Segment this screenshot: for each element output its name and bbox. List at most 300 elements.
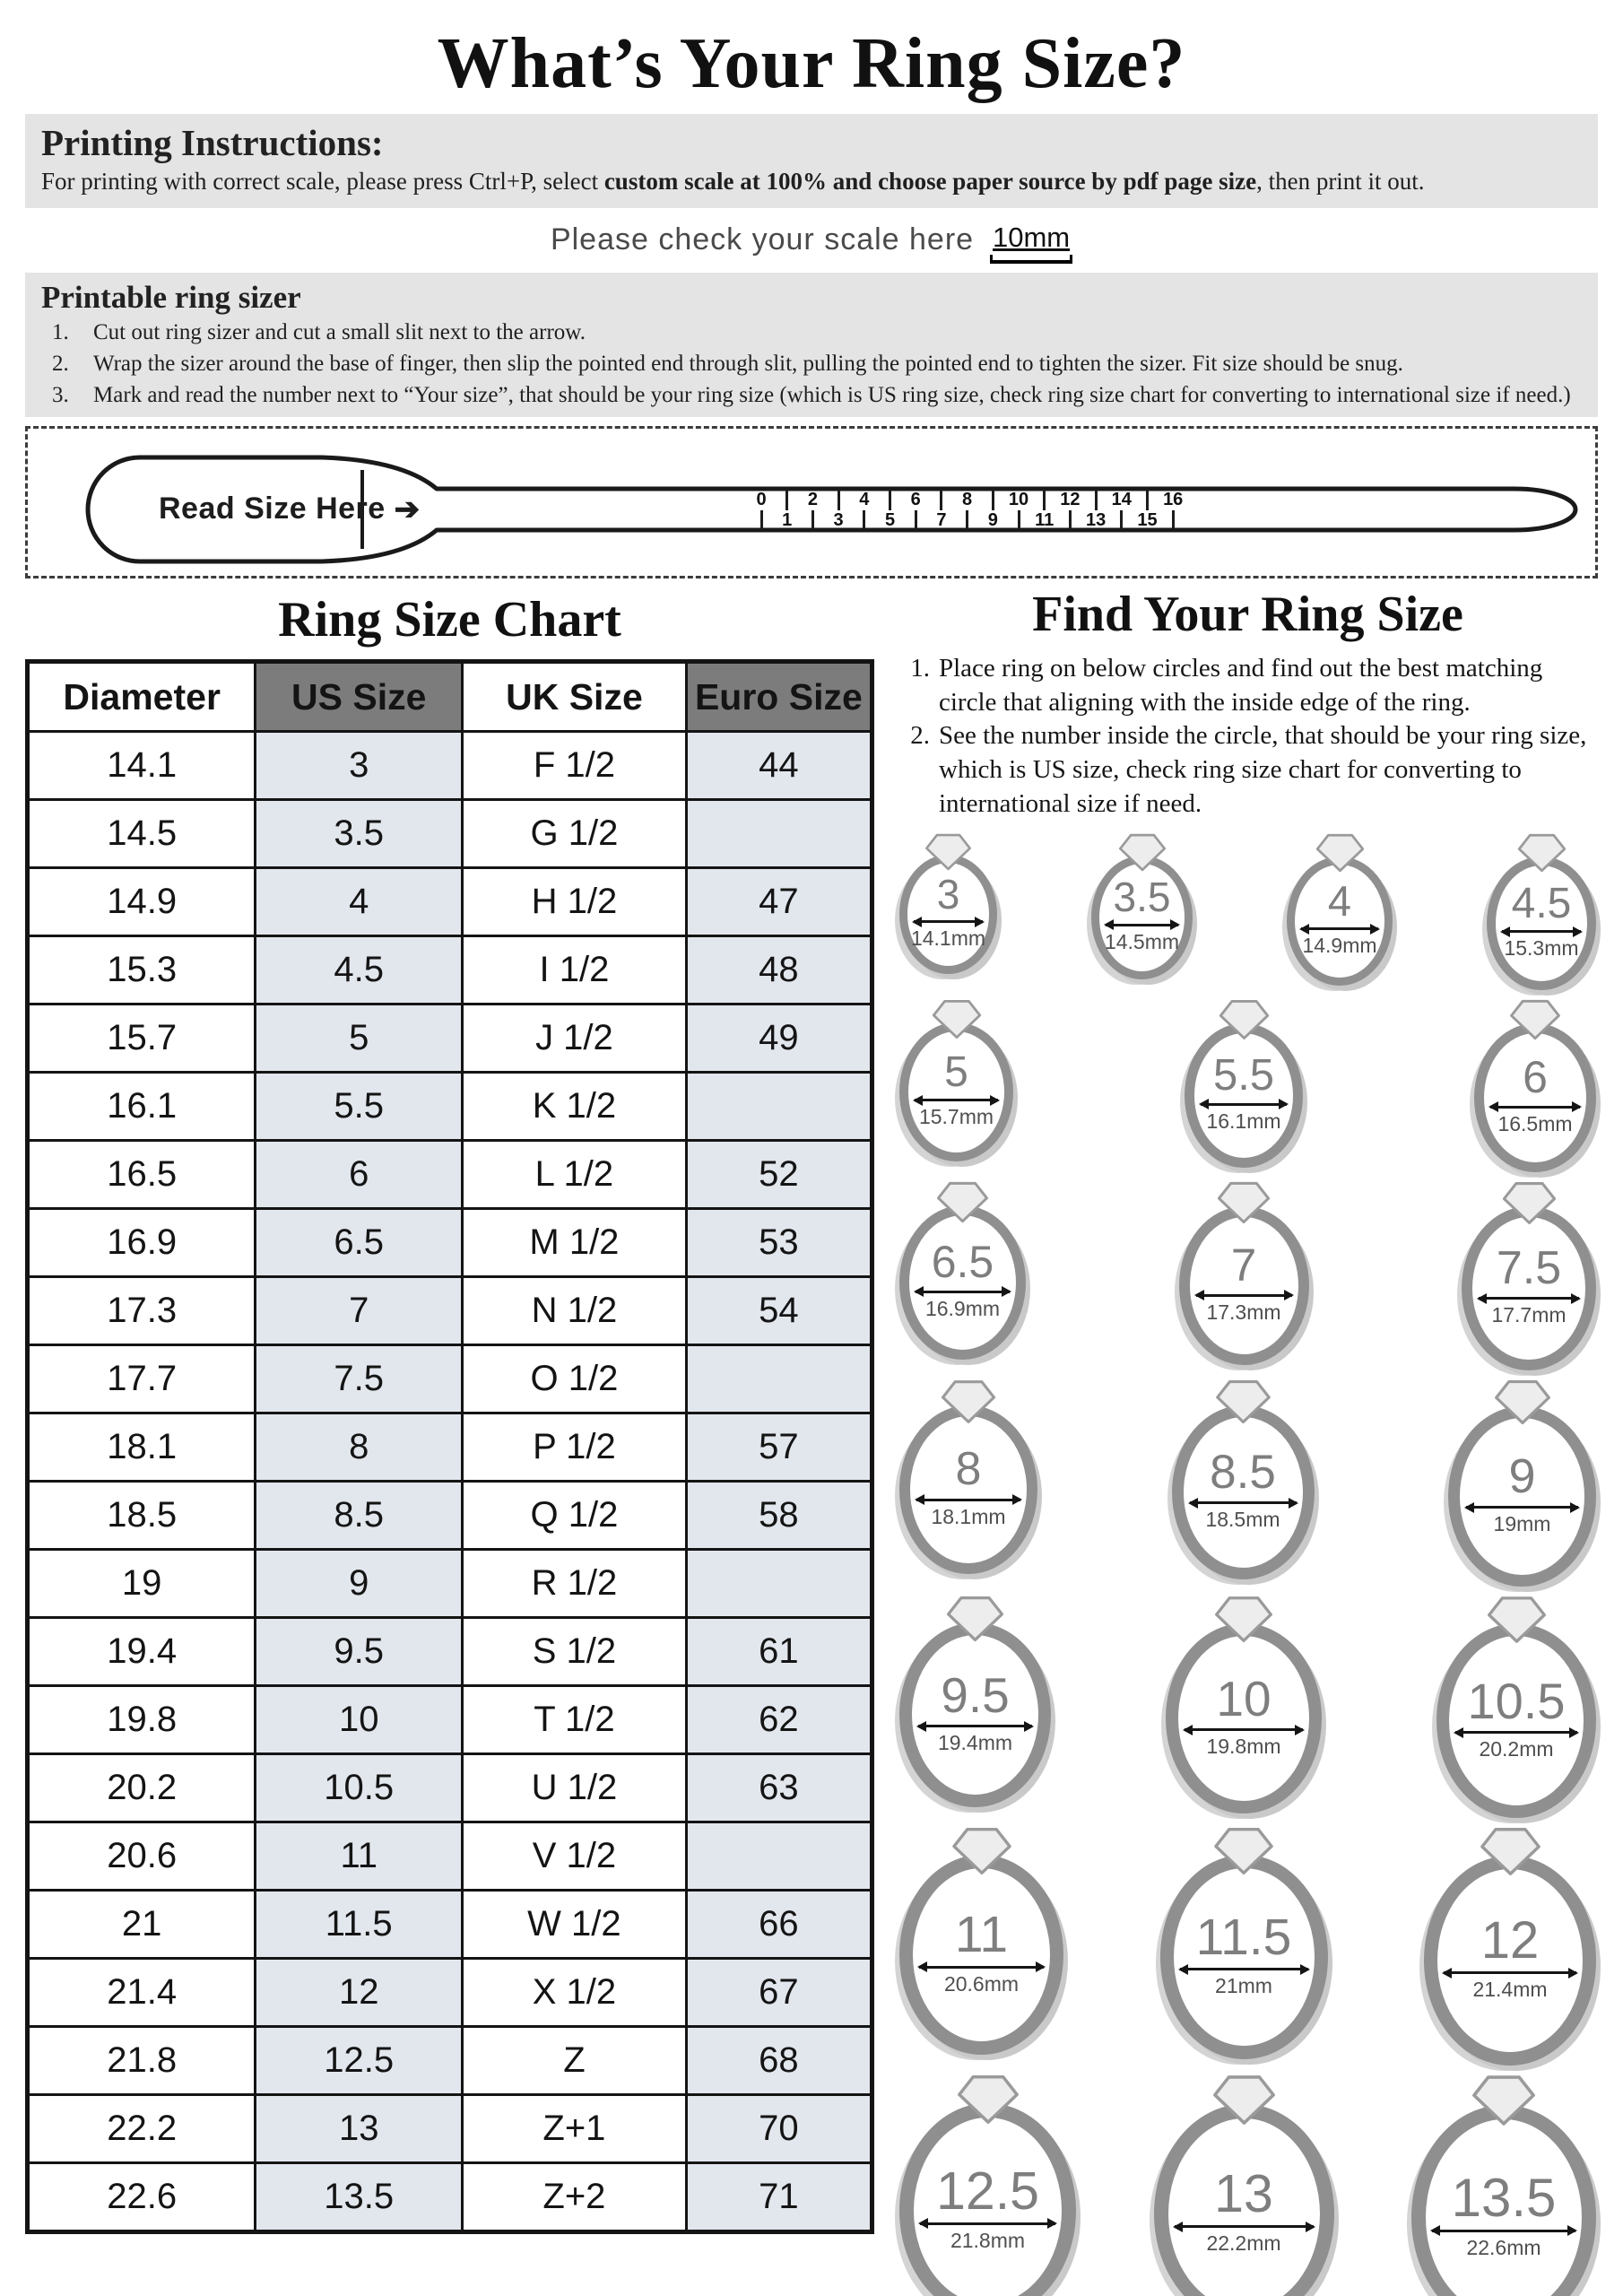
cell-uk-size: R 1/2 <box>463 1550 687 1618</box>
cell-euro-size: 61 <box>686 1618 872 1686</box>
table-header-row <box>28 662 872 732</box>
ring-size-number: 11 <box>954 1906 1009 1964</box>
ruler-tick <box>1120 510 1123 530</box>
ruler-number: 14 <box>1111 490 1132 509</box>
cell-us-size: 7 <box>256 1277 463 1345</box>
cell-diameter: 17.3 <box>28 1277 256 1345</box>
diameter-arrow <box>919 1966 1044 1969</box>
ring-size-number: 5.5 <box>1212 1051 1275 1100</box>
cell-diameter: 16.1 <box>28 1073 256 1141</box>
diamond-icon <box>1217 1181 1271 1224</box>
cell-us-size: 7.5 <box>256 1345 463 1413</box>
diameter-arrow <box>1301 927 1378 930</box>
ring-row <box>898 1379 1598 1587</box>
cell-diameter: 20.6 <box>28 1822 256 1891</box>
ring-size-number: 3 <box>936 870 960 918</box>
diameter-arrow <box>1180 1968 1308 1970</box>
cell-uk-size: T 1/2 <box>463 1686 687 1754</box>
column-header-diameter: Diameter <box>28 662 256 732</box>
diameter-label: 14.1mm <box>910 926 986 951</box>
cell-euro-size: 67 <box>686 1959 872 2027</box>
step-number: 1. <box>910 654 930 683</box>
cell-uk-size: Q 1/2 <box>463 1482 687 1550</box>
table-row <box>28 1209 872 1277</box>
ring-circle-us-4 <box>1287 833 1393 986</box>
cell-uk-size: L 1/2 <box>463 1141 687 1209</box>
ring-size-number: 10 <box>1216 1670 1271 1726</box>
cell-diameter: 21.8 <box>28 2027 256 2095</box>
ruler-tick <box>1069 510 1072 530</box>
diamond-icon <box>1494 1379 1551 1425</box>
diamond-icon <box>1315 833 1365 873</box>
ruler-tick <box>1043 489 1046 510</box>
ring-row <box>898 2074 1598 2296</box>
cell-euro-size: 68 <box>686 2027 872 2095</box>
cell-diameter: 21.4 <box>28 1959 256 2027</box>
diamond-icon <box>1213 1827 1274 1875</box>
ring-band <box>899 1622 1051 1807</box>
ring-size-number: 12 <box>1480 1911 1540 1970</box>
diamond-icon <box>1487 1596 1547 1644</box>
step-text: See the number inside the circle, that should be your ring size, which is US size, check ring size chart for converting to international size if need. <box>939 721 1587 818</box>
cell-uk-size: Z+1 <box>463 2095 687 2163</box>
cell-us-size: 13.5 <box>256 2163 463 2232</box>
ring-row <box>898 1827 1598 2066</box>
step-text: Mark and read the number next to “Your size”, that should be your ring size (which is US ring size, check ring size chart for converting to international size if need.) <box>93 383 1571 407</box>
cell-euro-size: 63 <box>686 1754 872 1822</box>
cell-diameter: 16.9 <box>28 1209 256 1277</box>
diamond-icon <box>1219 999 1270 1040</box>
ring-circle-us-9.5 <box>899 1596 1051 1807</box>
diameter-label: 18.5mm <box>1205 1508 1280 1532</box>
diameter-arrow <box>916 1291 1010 1293</box>
sizer-step-3 <box>41 380 1582 410</box>
ring-size-number: 7 <box>1230 1239 1257 1292</box>
ring-band <box>899 1205 1026 1360</box>
cell-euro-size: 44 <box>686 732 872 800</box>
step-number: 3. <box>52 383 69 407</box>
ring-circles-grid <box>898 833 1598 2296</box>
ring-circle-us-10 <box>1166 1596 1322 1813</box>
cell-uk-size: Z+2 <box>463 2163 687 2232</box>
cell-diameter: 20.2 <box>28 1754 256 1822</box>
diameter-arrow <box>1175 2225 1314 2228</box>
printable-sizer-heading: Printable ring sizer <box>41 280 301 315</box>
sizer-step-2 <box>41 349 1582 378</box>
ruler-number: 5 <box>884 510 896 530</box>
table-row <box>28 2163 872 2232</box>
cell-euro-size: 53 <box>686 1209 872 1277</box>
ruler-number: 8 <box>962 490 973 509</box>
read-size-text: Read Size Here <box>159 491 386 526</box>
diameter-label: 15.7mm <box>918 1105 994 1129</box>
diameter-arrow <box>916 1499 1020 1501</box>
ring-size-number: 10.5 <box>1467 1672 1566 1729</box>
cell-uk-size: W 1/2 <box>463 1891 687 1959</box>
ring-band <box>899 1405 1037 1574</box>
sizer-cutout-box <box>25 426 1598 578</box>
ring-band <box>1179 1206 1309 1365</box>
table-row <box>28 936 872 1004</box>
cell-euro-size: 48 <box>686 936 872 1004</box>
cell-euro-size <box>686 1550 872 1618</box>
diameter-label: 15.3mm <box>1504 936 1579 961</box>
ring-band <box>899 2103 1076 2296</box>
scale-check <box>0 222 1623 264</box>
printing-text-suffix: , then print it out. <box>1256 168 1425 195</box>
ring-size-number: 11.5 <box>1195 1908 1292 1966</box>
table-row <box>28 1413 872 1482</box>
cell-euro-size: 54 <box>686 1277 872 1345</box>
cell-uk-size: K 1/2 <box>463 1073 687 1141</box>
chart-title: Ring Size Chart <box>278 592 621 648</box>
ruler-tick <box>915 510 917 530</box>
cell-euro-size: 71 <box>686 2163 872 2232</box>
diameter-arrow <box>1455 1731 1577 1734</box>
sizer-step-1 <box>41 317 1582 347</box>
ring-band <box>1172 1405 1315 1579</box>
diamond-icon <box>1471 2074 1536 2126</box>
diameter-label: 18.1mm <box>931 1504 1006 1528</box>
ring-band <box>899 855 997 974</box>
diameter-label: 19.8mm <box>1206 1735 1281 1759</box>
finder-title: Find Your Ring Size <box>1032 587 1463 642</box>
diameter-arrow <box>1106 924 1178 926</box>
diamond-icon <box>936 1181 989 1223</box>
cell-euro-size: 62 <box>686 1686 872 1754</box>
ring-band <box>899 1022 1013 1161</box>
ring-circle-us-12 <box>1424 1827 1596 2066</box>
ruler-number: 15 <box>1137 510 1158 530</box>
ring-size-number: 4 <box>1327 876 1352 925</box>
ring-size-number: 9.5 <box>941 1666 1010 1723</box>
column-header-euro-size: Euro Size <box>686 662 872 732</box>
ring-size-number: 13.5 <box>1451 2167 1557 2228</box>
cell-uk-size: Z <box>463 2027 687 2095</box>
diamond-icon <box>951 1827 1012 1875</box>
table-row <box>28 1345 872 1413</box>
cell-diameter: 22.2 <box>28 2095 256 2163</box>
ring-sizer-graphic <box>53 429 1595 572</box>
ring-band <box>1154 2104 1334 2296</box>
ruler-number: 3 <box>833 510 844 530</box>
step-text: Place ring on below circles and find out the best matching circle that aligning with the inside edge of the ring. <box>939 654 1543 717</box>
cell-us-size: 3.5 <box>256 800 463 868</box>
cell-us-size: 5 <box>256 1004 463 1073</box>
table-row <box>28 1073 872 1141</box>
cell-uk-size: H 1/2 <box>463 868 687 936</box>
cell-diameter: 19.8 <box>28 1686 256 1754</box>
ring-band <box>1160 1855 1328 2059</box>
cell-diameter: 15.3 <box>28 936 256 1004</box>
diameter-arrow <box>914 920 983 923</box>
ruler-tick <box>838 489 840 510</box>
ring-band <box>1474 1023 1596 1172</box>
cell-uk-size: S 1/2 <box>463 1618 687 1686</box>
right-arrow-icon: ➔ <box>394 491 421 526</box>
diamond-icon <box>1517 833 1567 873</box>
ring-circle-us-5 <box>899 999 1013 1161</box>
cell-diameter: 19 <box>28 1550 256 1618</box>
ruler-number: 6 <box>910 490 921 509</box>
ring-circle-us-11.5 <box>1160 1827 1328 2059</box>
cell-euro-size: 52 <box>686 1141 872 1209</box>
ring-row <box>898 1596 1598 1818</box>
ruler-tick <box>812 510 814 530</box>
cell-uk-size: X 1/2 <box>463 1959 687 2027</box>
cell-us-size: 4 <box>256 868 463 936</box>
ring-circle-us-11 <box>899 1827 1063 2055</box>
ring-size-number: 3.5 <box>1113 874 1171 921</box>
diameter-arrow <box>1196 1294 1292 1297</box>
ruler-tick <box>1095 489 1098 510</box>
ring-circle-us-12.5 <box>899 2074 1076 2296</box>
step-text: Cut out ring sizer and cut a small slit next to the arrow. <box>93 320 586 344</box>
ring-circle-us-6 <box>1474 999 1596 1172</box>
ruler-tick <box>966 510 968 530</box>
ring-band <box>1287 857 1393 986</box>
cell-euro-size <box>686 1345 872 1413</box>
diameter-arrow <box>1502 930 1581 933</box>
diameter-label: 20.2mm <box>1479 1737 1554 1761</box>
ring-row <box>898 1181 1598 1370</box>
cell-us-size: 5.5 <box>256 1073 463 1141</box>
ruler-tick <box>1146 489 1149 510</box>
cell-uk-size: O 1/2 <box>463 1345 687 1413</box>
diameter-label: 14.9mm <box>1302 934 1377 958</box>
ruler-tick <box>863 510 865 530</box>
ring-circle-us-8.5 <box>1172 1379 1315 1579</box>
cell-us-size: 11.5 <box>256 1891 463 1959</box>
diameter-label: 21mm <box>1215 1974 1272 1997</box>
cell-diameter: 17.7 <box>28 1345 256 1413</box>
cell-diameter: 14.9 <box>28 868 256 936</box>
ruler-number: 12 <box>1060 490 1081 509</box>
step-number: 2. <box>910 721 930 751</box>
diameter-arrow <box>920 2222 1055 2225</box>
cell-us-size: 10 <box>256 1686 463 1754</box>
printing-text-prefix: For printing with correct scale, please press Ctrl+P, select <box>41 168 604 195</box>
ring-band <box>1462 1206 1596 1370</box>
column-header-uk-size: UK Size <box>463 662 687 732</box>
cell-uk-size: F 1/2 <box>463 732 687 800</box>
diameter-arrow <box>918 1725 1032 1727</box>
printing-instructions-panel <box>25 114 1598 208</box>
page-title: What’s Your Ring Size? <box>437 24 1186 103</box>
ring-size-number: 9 <box>1508 1448 1536 1503</box>
cell-us-size: 9.5 <box>256 1618 463 1686</box>
table-row <box>28 1959 872 2027</box>
cell-uk-size: G 1/2 <box>463 800 687 868</box>
ring-size-number: 5 <box>944 1048 968 1096</box>
diameter-label: 17.3mm <box>1206 1300 1281 1324</box>
ruler-number: 11 <box>1035 510 1055 530</box>
diamond-icon <box>957 2074 1020 2125</box>
scale-bar-10mm-icon <box>990 255 1072 264</box>
table-row <box>28 1004 872 1073</box>
printable-sizer-panel <box>25 273 1598 417</box>
ruler-tick <box>760 510 763 530</box>
cell-euro-size: 57 <box>686 1413 872 1482</box>
diameter-label: 14.5mm <box>1104 929 1180 953</box>
diamond-icon <box>924 833 972 871</box>
table-row <box>28 800 872 868</box>
diameter-arrow <box>1201 1103 1287 1106</box>
ring-size-number: 13 <box>1214 2164 1273 2224</box>
ring-circle-us-3 <box>899 833 997 974</box>
cell-uk-size: U 1/2 <box>463 1754 687 1822</box>
ring-band <box>899 1855 1063 2055</box>
ruler-number: 16 <box>1163 490 1184 509</box>
ring-band <box>1411 2105 1596 2296</box>
ruler-number: 0 <box>756 490 767 509</box>
cell-euro-size: 70 <box>686 2095 872 2163</box>
cell-us-size: 10.5 <box>256 1754 463 1822</box>
step-text: Wrap the sizer around the base of finger, then slip the pointed end through slit, pulling the pointed end to tighten the sizer. Fit size should be snug. <box>93 352 1403 376</box>
scale-value: 10mm <box>992 222 1071 253</box>
ring-band <box>1185 1023 1303 1168</box>
diameter-label: 21.4mm <box>1472 1978 1548 2002</box>
diameter-label: 22.2mm <box>1206 2231 1281 2256</box>
diamond-icon <box>1215 1379 1271 1424</box>
cell-uk-size: V 1/2 <box>463 1822 687 1891</box>
ring-circle-us-8 <box>899 1379 1037 1574</box>
diameter-label: 16.9mm <box>924 1296 1001 1320</box>
cell-us-size: 8.5 <box>256 1482 463 1550</box>
diameter-arrow <box>915 1099 998 1101</box>
table-row <box>28 868 872 936</box>
ruler-number: 9 <box>987 510 998 530</box>
diamond-icon <box>1480 1827 1541 1876</box>
ring-band <box>1487 857 1596 990</box>
diameter-label: 19.4mm <box>937 1731 1013 1755</box>
step-number: 2. <box>52 352 69 376</box>
cell-diameter: 14.5 <box>28 800 256 868</box>
step-number: 1. <box>52 320 69 344</box>
sizer-steps-list <box>41 317 1582 410</box>
ruler-tick <box>940 489 942 510</box>
ruler-tick <box>992 489 994 510</box>
cell-euro-size: 47 <box>686 868 872 936</box>
ruler-number: 10 <box>1008 490 1029 509</box>
diameter-label: 19mm <box>1493 1512 1551 1536</box>
ruler-tick <box>1172 510 1175 530</box>
cell-diameter: 16.5 <box>28 1141 256 1209</box>
content-columns <box>25 578 1598 2296</box>
ring-size-chart-table <box>25 659 874 2234</box>
ring-circle-us-4.5 <box>1487 833 1596 990</box>
ruler-number: 4 <box>859 490 870 509</box>
table-row <box>28 1686 872 1754</box>
ring-row <box>898 999 1598 1172</box>
cell-us-size: 11 <box>256 1822 463 1891</box>
finder-step-1 <box>901 652 1598 719</box>
finder-step-2 <box>901 719 1598 821</box>
diamond-icon <box>946 1596 1004 1642</box>
diameter-label: 16.1mm <box>1206 1109 1281 1133</box>
cell-uk-size: P 1/2 <box>463 1413 687 1482</box>
ring-circle-us-3.5 <box>1091 833 1193 979</box>
cell-diameter: 15.7 <box>28 1004 256 1073</box>
cell-euro-size <box>686 1073 872 1141</box>
ring-band <box>1436 1623 1596 1818</box>
ruler-number: 13 <box>1085 510 1107 530</box>
cell-diameter: 18.1 <box>28 1413 256 1482</box>
scale-ruler <box>990 222 1072 264</box>
table-row <box>28 1822 872 1891</box>
ring-circle-us-13 <box>1154 2074 1334 2296</box>
cell-us-size: 13 <box>256 2095 463 2163</box>
diamond-icon <box>1214 1596 1273 1643</box>
ring-circle-us-7.5 <box>1462 1181 1596 1370</box>
diameter-arrow <box>1479 1297 1579 1300</box>
cell-euro-size: 58 <box>686 1482 872 1550</box>
ring-circle-us-13.5 <box>1411 2074 1596 2296</box>
ring-band <box>1166 1623 1322 1813</box>
diamond-icon <box>941 1379 996 1424</box>
diamond-icon <box>932 999 982 1039</box>
cell-euro-size: 66 <box>686 1891 872 1959</box>
table-row <box>28 1141 872 1209</box>
ring-circle-us-6.5 <box>899 1181 1026 1360</box>
cell-euro-size <box>686 800 872 868</box>
ring-band <box>1448 1406 1596 1587</box>
ruler-tick <box>889 489 891 510</box>
cell-us-size: 6.5 <box>256 1209 463 1277</box>
cell-diameter: 22.6 <box>28 2163 256 2232</box>
cell-uk-size: I 1/2 <box>463 936 687 1004</box>
printing-text-bold: custom scale at 100% and choose paper source by pdf page size <box>603 168 1257 195</box>
diamond-icon <box>1212 2074 1276 2126</box>
cell-us-size: 4.5 <box>256 936 463 1004</box>
cell-euro-size <box>686 1822 872 1891</box>
ring-size-number: 8.5 <box>1210 1445 1276 1499</box>
cell-euro-size: 49 <box>686 1004 872 1073</box>
scale-check-label: Please check your scale here <box>550 222 975 257</box>
table-row <box>28 1891 872 1959</box>
column-header-us-size: US Size <box>256 662 463 732</box>
ruler-number: 7 <box>936 510 947 530</box>
ring-circle-us-5.5 <box>1185 999 1303 1168</box>
cell-uk-size: J 1/2 <box>463 1004 687 1073</box>
chart-column <box>25 578 874 2296</box>
diameter-arrow <box>1466 1506 1578 1509</box>
cell-us-size: 9 <box>256 1550 463 1618</box>
ring-row <box>898 833 1598 990</box>
finder-steps-list <box>901 652 1598 821</box>
printing-instructions-heading: Printing Instructions: <box>41 122 384 163</box>
ruler-tick <box>1018 510 1020 530</box>
table-row <box>28 2095 872 2163</box>
table-row <box>28 1550 872 1618</box>
ring-circle-us-9 <box>1448 1379 1596 1587</box>
sizer-ruler <box>53 429 1595 572</box>
diamond-icon <box>1502 1181 1557 1225</box>
cell-diameter: 21 <box>28 1891 256 1959</box>
ring-size-number: 8 <box>955 1443 982 1496</box>
ruler-number: 2 <box>807 490 818 509</box>
table-row <box>28 1754 872 1822</box>
diamond-icon <box>1118 833 1167 872</box>
diameter-label: 20.6mm <box>943 1971 1020 1996</box>
printing-instructions-text <box>41 168 1582 196</box>
table-row <box>28 1482 872 1550</box>
ring-band <box>1091 856 1193 979</box>
ring-size-number: 12.5 <box>936 2161 1039 2221</box>
cell-uk-size: M 1/2 <box>463 1209 687 1277</box>
diameter-label: 21.8mm <box>950 2228 1026 2252</box>
ring-band <box>1424 1856 1596 2066</box>
